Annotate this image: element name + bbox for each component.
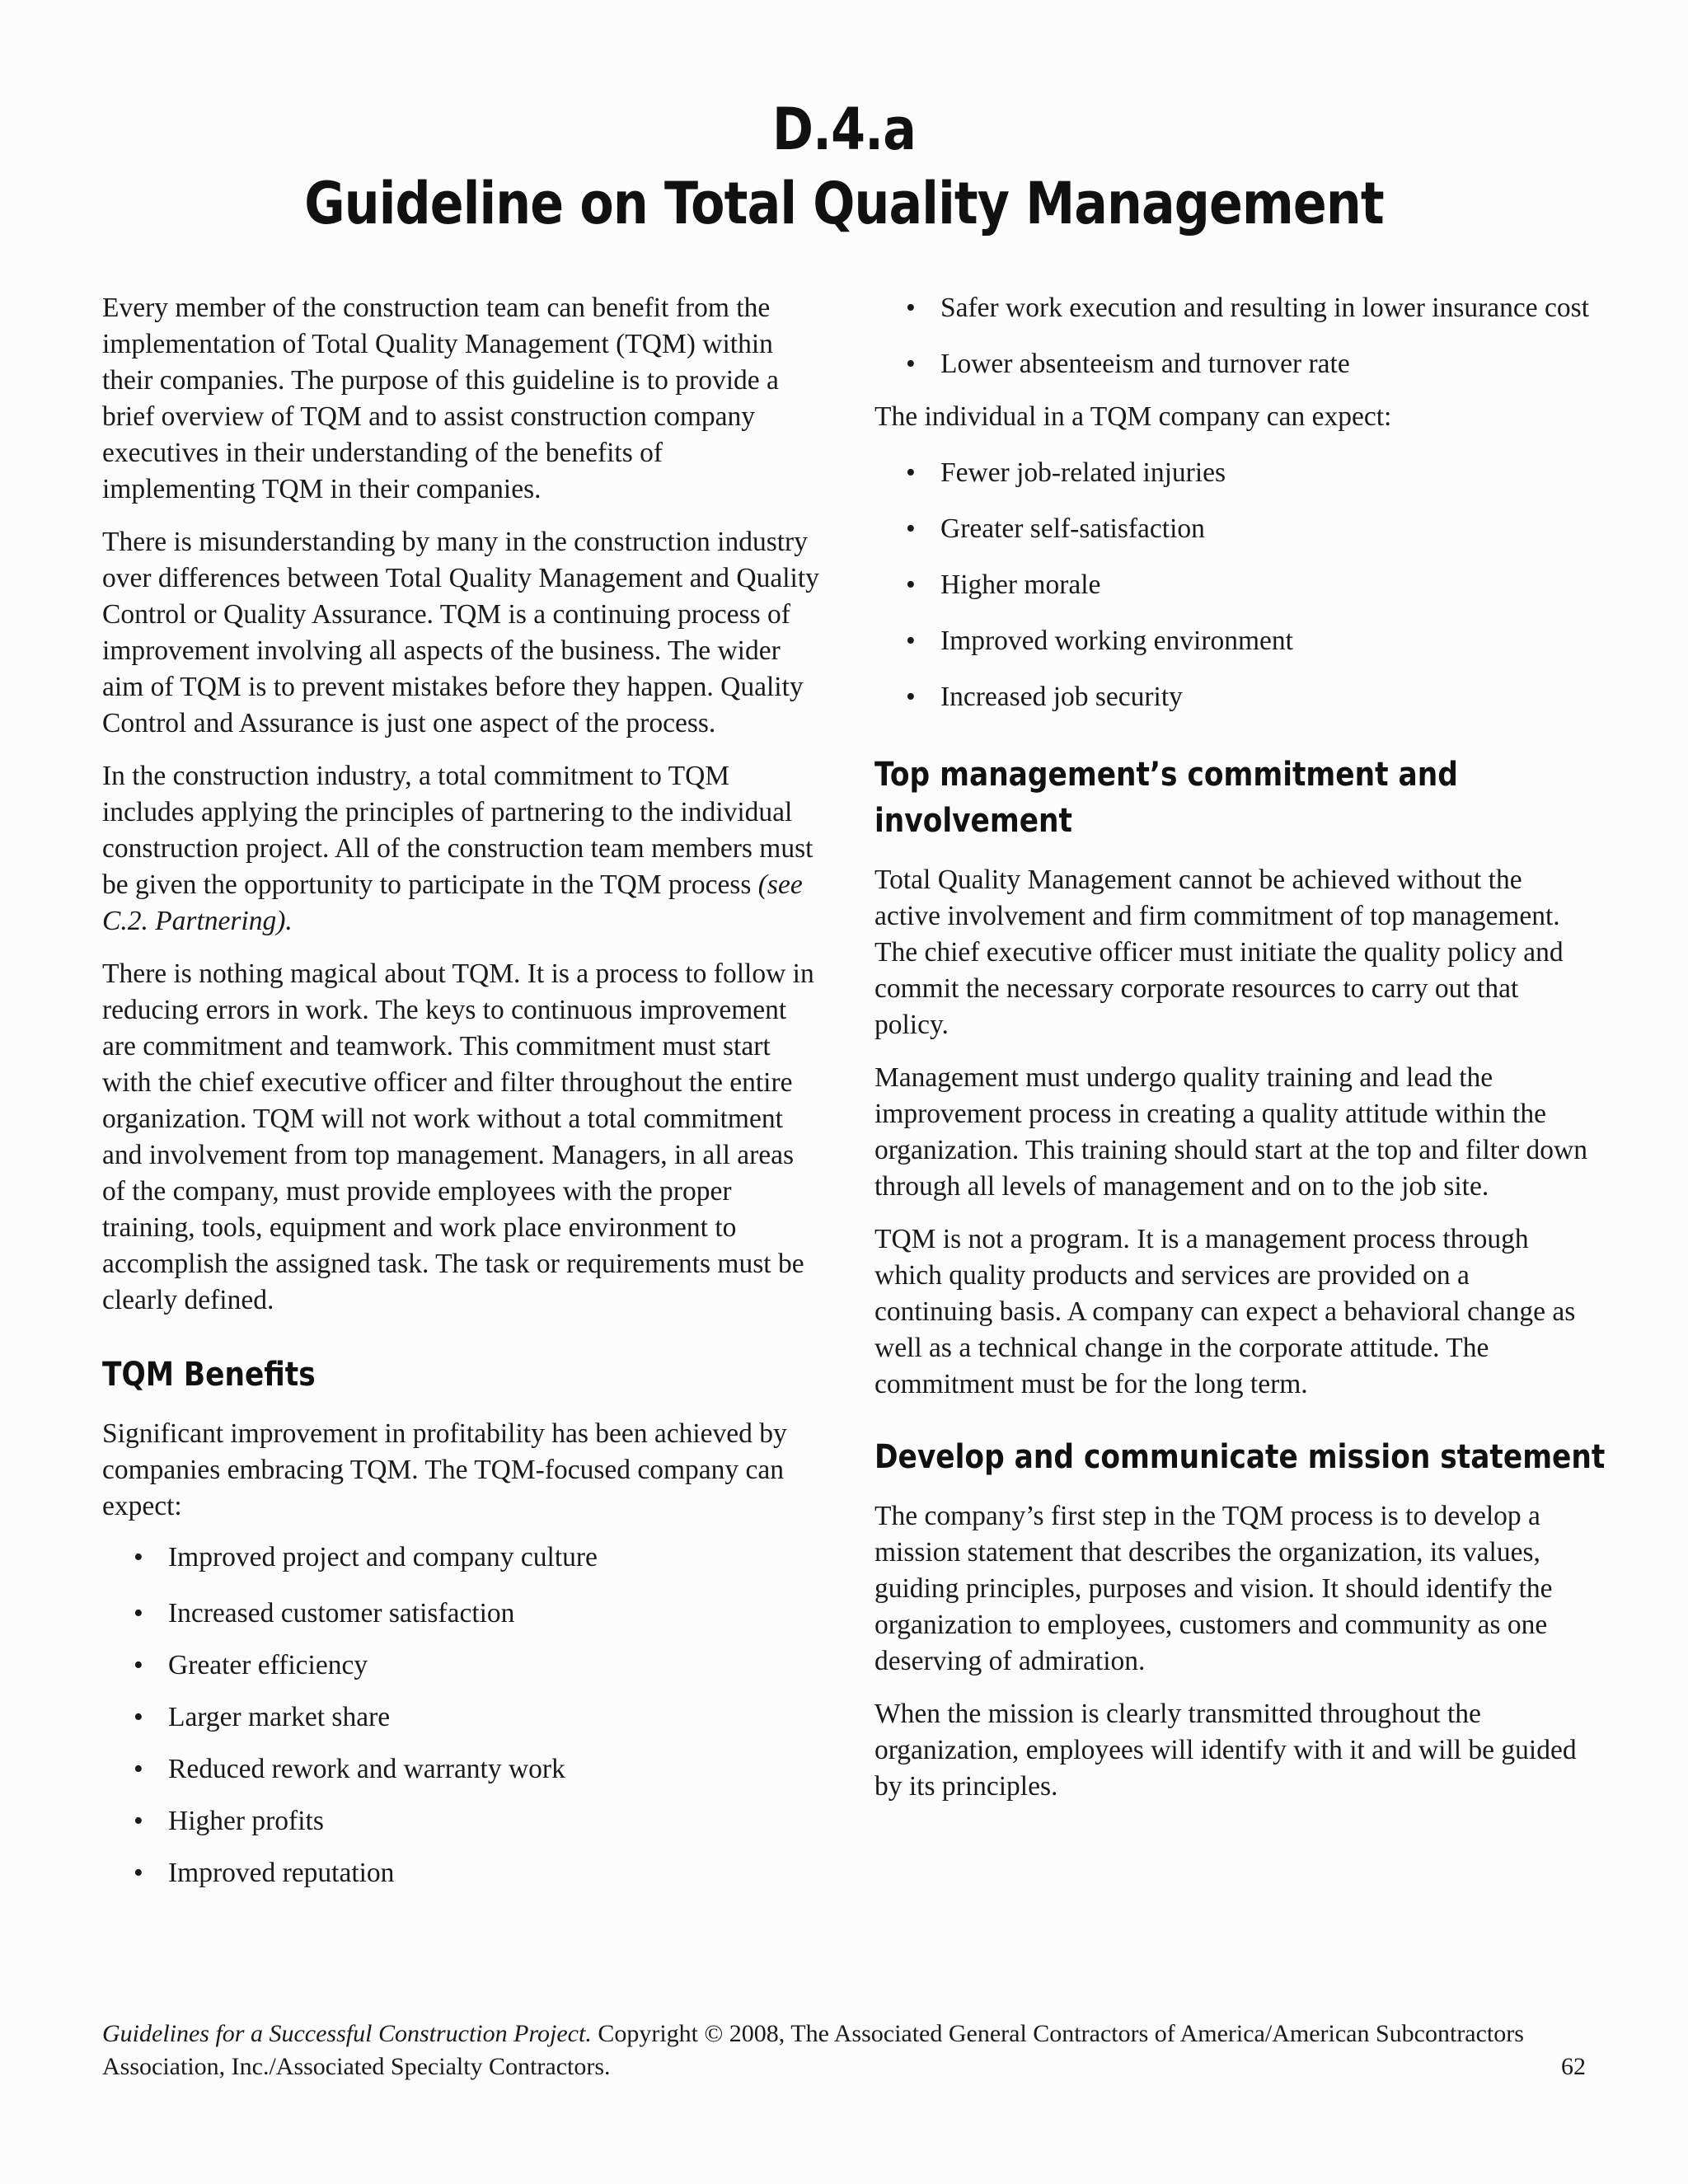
intro-paragraph-2: There is misunderstanding by many in the construction industry over differences between Total Quality Management and Quality Control or Quality Assurance. TQM is a continuing process of improvement involving all aspects of the business. The wider aim of TQM is to prevent mistakes before they happen. Quality Control and Assurance is just one aspect of the process. (102, 527, 819, 738)
top-management-paragraph-2: Management must undergo quality training and lead the improvement process in creating a quality attitude within the organization. This training should start at the top and filter down through all levels of management and on to the job site. (874, 1062, 1587, 1202)
right-column (874, 290, 1606, 1821)
title-code: D.4.a (772, 96, 916, 163)
top-management-paragraph-1: Total Quality Management cannot be achieved without the active involvement and firm commitment of top management. The chief executive officer must initiate the quality policy and commit the necessary corporate resources to carry out that policy. (874, 865, 1564, 1040)
bullet-icon: • (134, 1650, 143, 1680)
top-management-heading-line-2: involvement (874, 802, 1072, 840)
list-item: • Higher profits (102, 1803, 819, 1840)
partnering-paragraph (102, 758, 819, 940)
magic-paragraph: There is nothing magical about TQM. It is a process to follow in reducing errors in work. The keys to continuous improvement are commitment and teamwork. This commitment must start with the chief executive officer and filter throughout the entire organization. TQM will not work without a total commitment and involvement from top management. Managers, in all areas of the company, must provide employees with the proper training, tools, equipment and work place environment to accomplish the assigned task. The task or requirements must be clearly defined. (102, 958, 814, 1315)
list-item: • Safer work execution and resulting in lower insurance cost (874, 290, 1592, 326)
list-item: • Improved project and company culture (102, 1540, 819, 1576)
individual-intro: The individual in a TQM company can expect: (874, 401, 1392, 432)
top-management-heading-line-1: Top management’s commitment and (874, 756, 1458, 794)
footer-book-title: Guidelines for a Successful Construction Project. (102, 2020, 592, 2047)
bullet-icon: • (906, 349, 916, 379)
mission-heading: Develop and communicate mission statement (874, 1438, 1606, 1476)
bullet-icon: • (134, 1598, 143, 1629)
partnering-text: In the construction industry, a total commitment to TQM includes applying the principles of partnering to the individual construction project. All of the construction team members must be given the opportunity to participate in the TQM process (102, 761, 814, 900)
bullet-icon: • (906, 293, 916, 323)
left-column (102, 290, 819, 1891)
bullet-icon: • (134, 1858, 143, 1888)
list-item: • Improved working environment (874, 623, 1592, 659)
bullet-icon: • (134, 1754, 143, 1784)
list-item: • Lower absenteeism and turnover rate (874, 346, 1592, 382)
list-item: • Greater self-satisfaction (874, 511, 1592, 547)
footer-citation (102, 2018, 1586, 2083)
list-item: • Greater efficiency (102, 1647, 819, 1684)
list-item: • Improved reputation (102, 1855, 819, 1891)
title-name: Guideline on Total Quality Management (304, 170, 1384, 237)
top-management-heading (874, 752, 1491, 844)
individual-benefits-list (874, 455, 1592, 715)
mission-paragraph-2: When the mission is clearly transmitted throughout the organization, employees will identify with it and will be guided by its principles. (874, 1699, 1577, 1802)
bullet-icon: • (906, 682, 916, 712)
company-benefits-list (102, 1540, 819, 1891)
list-item: • Increased job security (874, 679, 1592, 715)
bullet-icon: • (906, 457, 916, 488)
mission-paragraph-1: The company’s first step in the TQM process is to develop a mission statement that describes the organization, its values, guiding principles, purposes and vision. It should identify the organization to employees, customers and community as one deserving of admiration. (874, 1501, 1553, 1676)
list-item: • Increased customer satisfaction (102, 1596, 819, 1632)
benefits-intro: Significant improvement in profitability has been achieved by companies embracing TQM. The TQM-focused company can expect: (102, 1418, 787, 1521)
list-item: • Larger market share (102, 1699, 819, 1736)
bullet-icon: • (906, 513, 916, 544)
list-item: • Fewer job-related injuries (874, 455, 1592, 491)
top-management-paragraph-3: TQM is not a program. It is a management process through which quality products and services are provided on a continuing basis. A company can expect a behavioral change as well as a technical change in the corporate attitude. The commitment must be for the long term. (874, 1224, 1576, 1399)
bullet-icon: • (134, 1542, 143, 1572)
page-number: 62 (1561, 2053, 1586, 2080)
bullet-icon: • (134, 1702, 143, 1732)
bullet-icon: • (906, 569, 916, 600)
benefits-heading: TQM Benefits (102, 1356, 316, 1394)
page-title (118, 92, 1569, 241)
partnering-reference: (see C.2. Partnering). (102, 869, 803, 936)
intro-paragraph-1: Every member of the construction team can benefit from the implementation of Total Quality Management (TQM) within their companies. The purpose of this guideline is to provide a brief overview of TQM and to assist construction company executives in their understanding of the benefits of implementing TQM in their companies. (102, 293, 779, 504)
list-item: • Reduced rework and warranty work (102, 1751, 819, 1788)
bullet-icon: • (906, 626, 916, 656)
footer-copyright: Copyright © 2008, The Associated General Contractors of America/American Subcontractors Association, Inc./Associated Specialty Contractors. (102, 2020, 1524, 2080)
company-benefits-continued-list (874, 290, 1592, 382)
bullet-icon: • (134, 1806, 143, 1836)
list-item: • Higher morale (874, 567, 1592, 603)
